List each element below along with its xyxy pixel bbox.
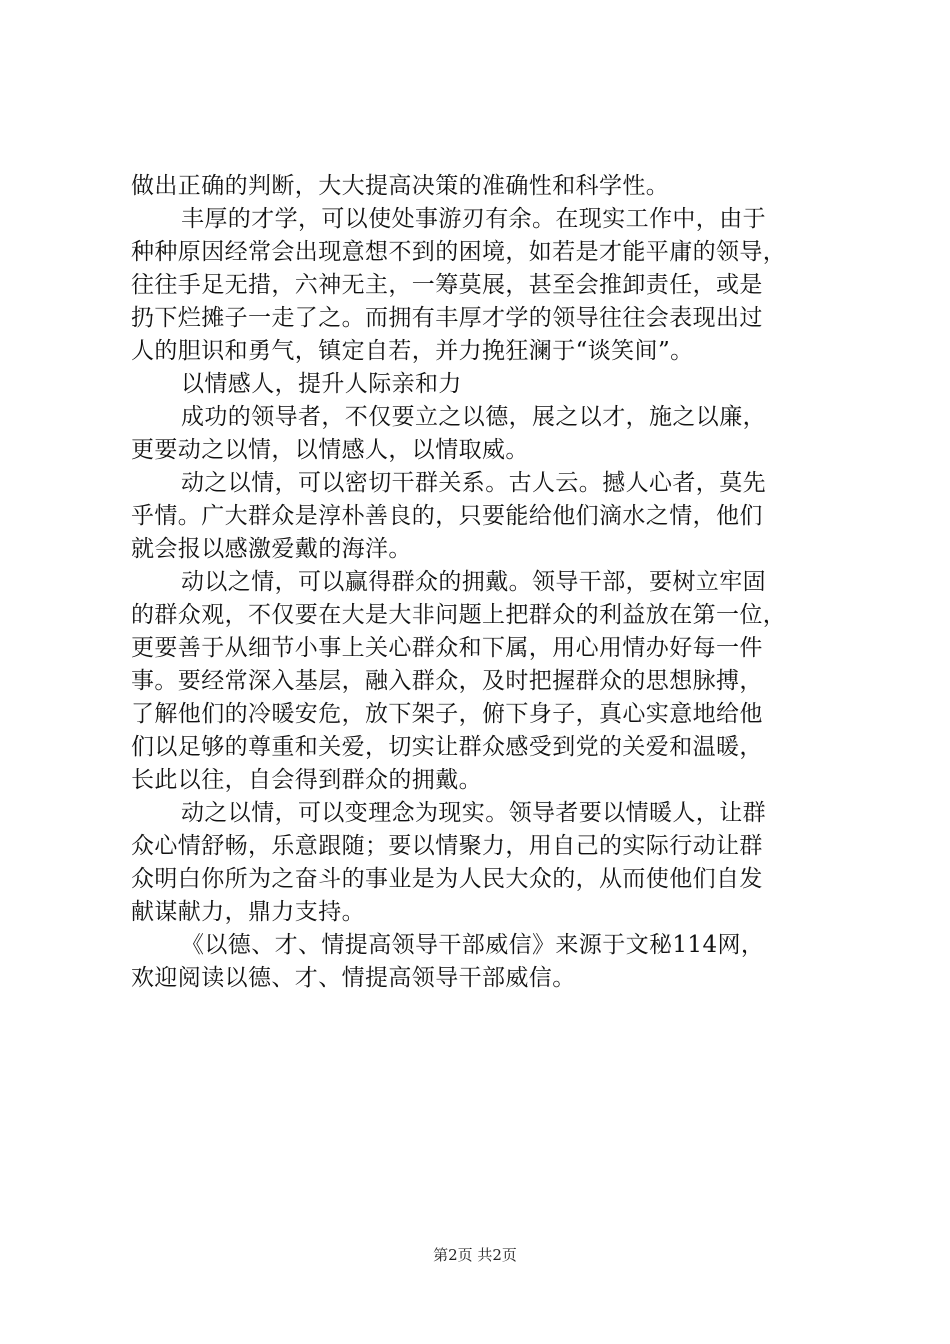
text-line: 动之以情，可以密切干群关系。古人云。撼人心者，莫先 (181, 470, 766, 496)
text-line: 乎情。广大群众是淳朴善良的，只要能给他们滴水之情，他们 (131, 503, 763, 529)
text-line: 事。要经常深入基层，融入群众，及时把握群众的思想脉搏， (131, 668, 763, 694)
text-line: 《以德、才、情提高领导干部威信》来源于文秘114网， (181, 932, 765, 958)
text-line: 人的胆识和勇气，镇定自若，并力挽狂澜于“谈笑间”。 (131, 338, 694, 364)
text-line: 往往手足无措，六神无主，一筹莫展，甚至会推卸责任，或是 (131, 272, 763, 298)
text-line: 做出正确的判断，大大提高决策的准确性和科学性。 (131, 173, 670, 199)
text-line: 献谋献力，鼎力支持。 (131, 899, 365, 925)
text-line: 丰厚的才学，可以使处事游刃有余。在现实工作中，由于 (181, 206, 766, 232)
text-line: 长此以往，自会得到群众的拥戴。 (131, 767, 482, 793)
text-line: 以情感人，提升人际亲和力 (181, 371, 462, 397)
text-line: 就会报以感激爱戴的海洋。 (131, 536, 412, 562)
text-line: 动以之情，可以赢得群众的拥戴。领导干部，要树立牢固 (181, 569, 766, 595)
text-line: 更要善于从细节小事上关心群众和下属，用心用情办好每一件 (131, 635, 763, 661)
text-line: 众心情舒畅，乐意跟随；要以情聚力，用自己的实际行动让群 (131, 833, 763, 859)
document-body (131, 170, 831, 995)
text-line: 欢迎阅读以德、才、情提高领导干部威信。 (131, 965, 576, 991)
text-line: 们以足够的尊重和关爱，切实让群众感受到党的关爱和温暖， (131, 734, 763, 760)
text-line: 扔下烂摊子一走了之。而拥有丰厚才学的领导往往会表现出过 (131, 305, 763, 331)
text-line: 了解他们的冷暖安危，放下架子，俯下身子，真心实意地给他 (131, 701, 763, 727)
text-line: 的群众观，不仅要在大是大非问题上把群众的利益放在第一位， (131, 602, 787, 628)
text-line: 动之以情，可以变理念为现实。领导者要以情暖人，让群 (181, 800, 766, 826)
text-line: 成功的领导者，不仅要立之以德，展之以才，施之以廉， (181, 404, 766, 430)
text-line: 更要动之以情，以情感人，以情取威。 (131, 437, 529, 463)
text-line: 种种原因经常会出现意想不到的困境，如若是才能平庸的领导， (131, 239, 787, 265)
text-line: 众明白你所为之奋斗的事业是为人民大众的，从而使他们自发 (131, 866, 763, 892)
page-footer: 第2页 共2页 (433, 1246, 517, 1264)
